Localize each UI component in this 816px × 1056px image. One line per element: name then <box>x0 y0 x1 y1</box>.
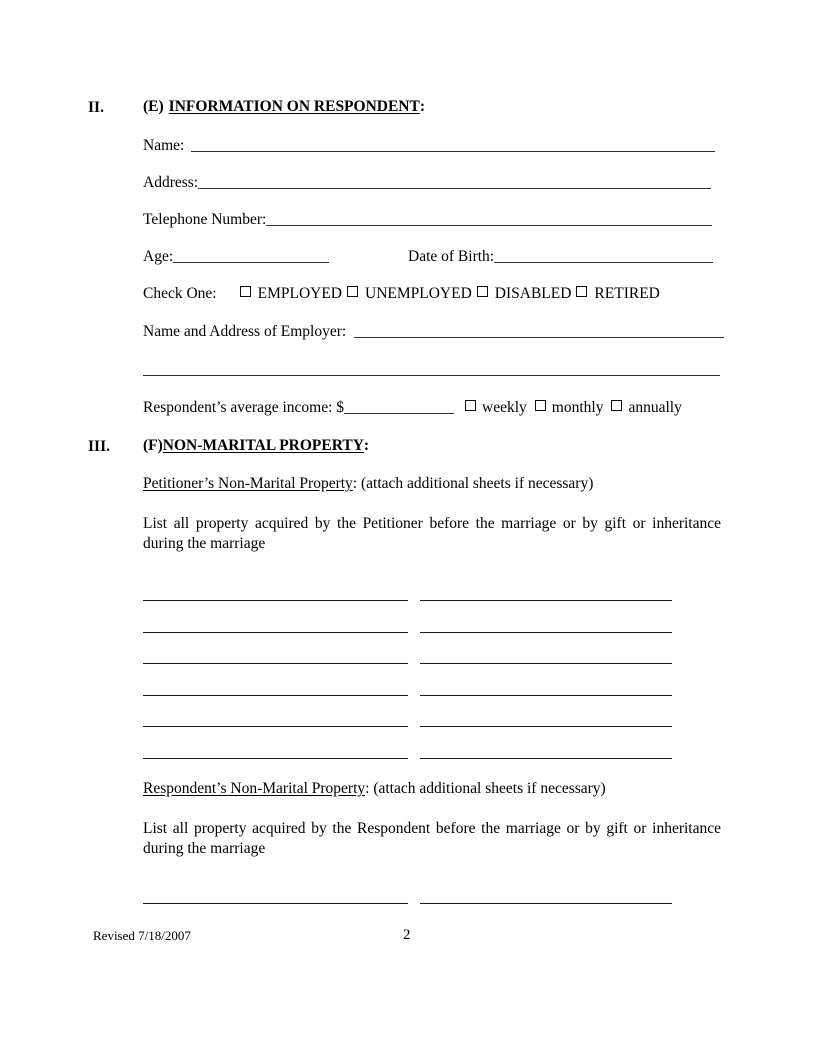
address-input-line[interactable] <box>198 188 711 189</box>
petitioner-property-subheading-note: : (attach additional sheets if necessary) <box>352 475 594 492</box>
petitioner-property-subheading: Petitioner’s Non-Marital Property <box>143 475 353 492</box>
telephone-label: Telephone Number: <box>143 211 267 228</box>
age-label: Age: <box>143 248 174 265</box>
income-label: Respondent’s average income: $ <box>143 399 345 416</box>
field-age-row <box>143 249 329 265</box>
section-title-property: NON-MARITAL PROPERTY <box>162 437 364 454</box>
petitioner-line-r5-left[interactable] <box>143 726 408 727</box>
petitioner-line-r2-left[interactable] <box>143 632 408 633</box>
petitioner-line-r3-right[interactable] <box>420 663 672 664</box>
checkbox-label-retired: RETIRED <box>594 285 660 302</box>
respondent-property-subheading-note: : (attach additional sheets if necessary) <box>365 780 606 797</box>
respondent-property-subheading-row <box>143 781 606 797</box>
checkbox-label-annually: annually <box>628 399 682 416</box>
respondent-line-r1-left[interactable] <box>143 903 408 904</box>
checkbox-label-disabled: DISABLED <box>494 285 572 302</box>
petitioner-property-instruction: List all property acquired by the Petitioner before the marriage or by gift or inheritance during the marriage <box>143 515 721 552</box>
employer-input-line-2[interactable] <box>143 375 720 376</box>
date-of-birth-label: Date of Birth: <box>408 248 495 265</box>
petitioner-line-r6-right[interactable] <box>420 758 672 759</box>
checkbox-employed[interactable] <box>240 286 251 297</box>
checkbox-label-unemployed: UNEMPLOYED <box>365 285 472 302</box>
section-numeral-ii: II. <box>88 99 104 116</box>
petitioner-line-r3-left[interactable] <box>143 663 408 664</box>
section-title-property-colon: : <box>363 437 370 454</box>
employer-input-line-1[interactable] <box>354 337 724 338</box>
petitioner-line-r4-right[interactable] <box>420 695 672 696</box>
respondent-property-instruction: List all property acquired by the Respondent before the marriage or by gift or inheritance during the marriage <box>143 820 721 857</box>
checkbox-label-employed: EMPLOYED <box>257 285 342 302</box>
field-name-row <box>143 138 715 154</box>
respondent-line-r1-right[interactable] <box>420 903 672 904</box>
field-income-row <box>143 400 682 416</box>
address-label: Address: <box>143 174 199 191</box>
checkbox-monthly[interactable] <box>535 400 546 411</box>
income-input-line[interactable] <box>344 413 454 414</box>
footer-revised-date: Revised 7/18/2007 <box>93 928 191 943</box>
field-telephone-row <box>143 212 712 228</box>
check-one-row <box>143 286 660 302</box>
age-input-line[interactable] <box>173 262 329 263</box>
section-marker-f: (F) <box>143 437 163 454</box>
checkbox-label-monthly: monthly <box>551 399 604 416</box>
date-of-birth-input-line[interactable] <box>494 262 713 263</box>
employer-label: Name and Address of Employer: <box>143 323 347 340</box>
telephone-input-line[interactable] <box>266 225 712 226</box>
petitioner-property-subheading-row <box>143 476 593 492</box>
section-title-respondent: INFORMATION ON RESPONDENT <box>168 98 420 115</box>
checkbox-disabled[interactable] <box>477 286 488 297</box>
field-employer-row <box>143 324 724 340</box>
petitioner-line-r4-left[interactable] <box>143 695 408 696</box>
petitioner-line-r5-right[interactable] <box>420 726 672 727</box>
petitioner-line-r2-right[interactable] <box>420 632 672 633</box>
section-heading-respondent <box>143 99 425 115</box>
field-dob-row <box>408 249 713 265</box>
petitioner-line-r1-left[interactable] <box>143 600 408 601</box>
checkbox-retired[interactable] <box>576 286 587 297</box>
section-marker-e: (E) <box>143 98 164 115</box>
section-numeral-iii: III. <box>88 438 110 455</box>
footer-page-number: 2 <box>403 927 411 943</box>
name-input-line[interactable] <box>191 151 715 152</box>
respondent-property-subheading: Respondent’s Non-Marital Property <box>143 780 366 797</box>
checkbox-annually[interactable] <box>611 400 622 411</box>
section-heading-property <box>143 438 369 454</box>
section-title-colon: : <box>419 98 426 115</box>
petitioner-line-r1-right[interactable] <box>420 600 672 601</box>
field-address-row <box>143 175 711 191</box>
checkbox-label-weekly: weekly <box>482 399 527 416</box>
check-one-label: Check One: <box>143 285 217 302</box>
checkbox-unemployed[interactable] <box>347 286 358 297</box>
petitioner-line-r6-left[interactable] <box>143 758 408 759</box>
name-label: Name: <box>143 137 185 154</box>
checkbox-weekly[interactable] <box>465 400 476 411</box>
